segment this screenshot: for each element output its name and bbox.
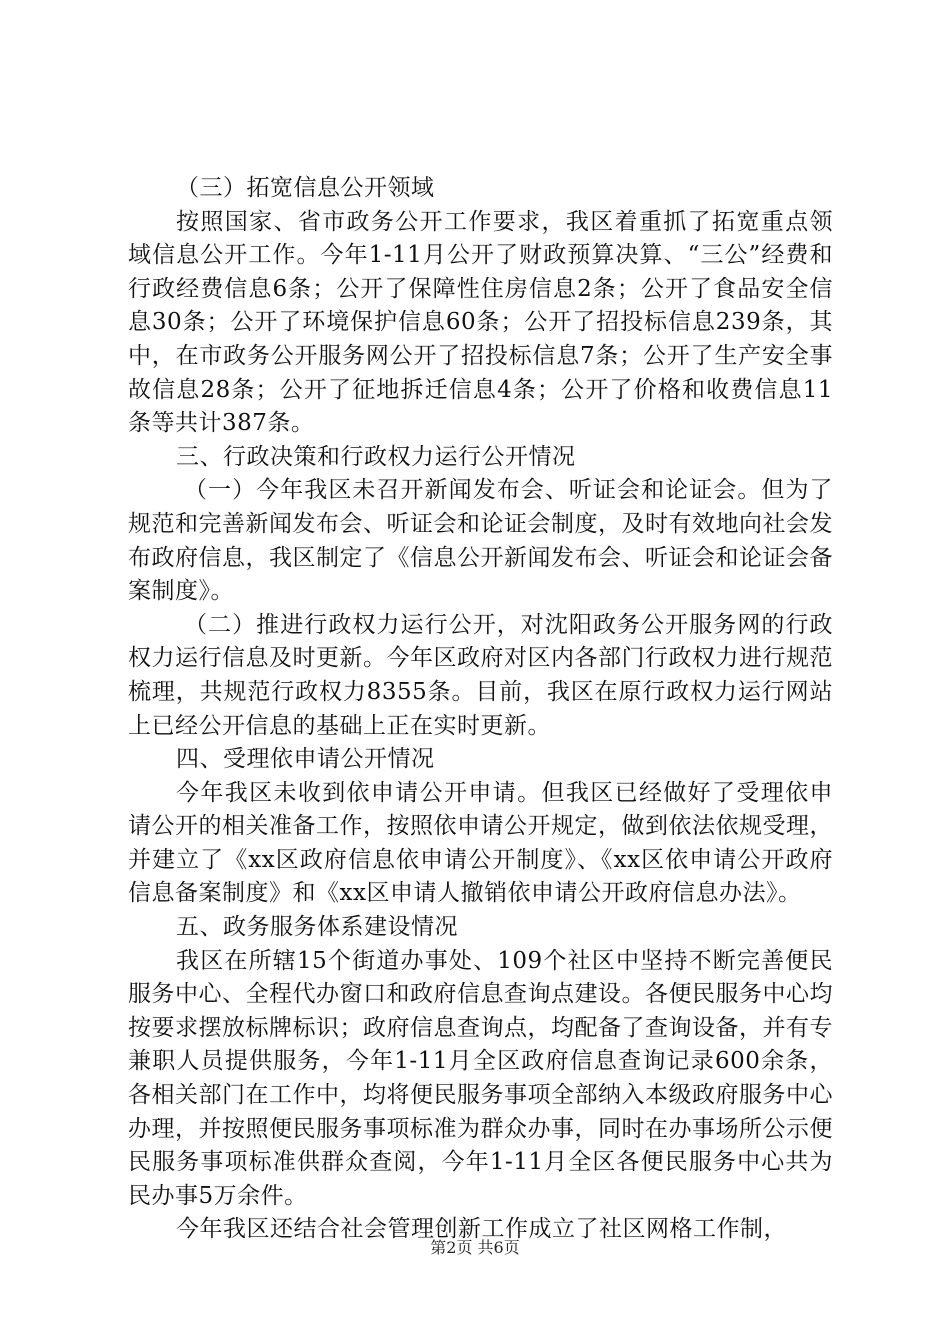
section-heading-application-disclosure: 四、受理依申请公开情况 (176, 746, 435, 773)
subheading-broaden-disclosure: （三）拓宽信息公开领域 (176, 175, 435, 201)
paragraph-service-system: 我区在所辖15个街道办事处、109个社区中坚持不断完善便民服务中心、全程代办窗口和政府信息查询点建设。各便民服务中心均按要求摆放标牌标识；政府信息查询点，均配备了查询设备，并有专兼职人员提供服务，今年1-11月全区政府信息查询记录600余条，各相关部门在工作中，均将便民服务事项全部纳入本级政府服务中心办理，并按照便民服务事项标准为群众办事，同时在办事场所公示便民服务事项标准供群众查阅，今年1-11月全区各便民服务中心共为民办事5万余件。 (128, 947, 833, 1209)
paragraph-press-conferences: （一）今年我区未召开新闻发布会、听证会和论证会。但为了规范和完善新闻发布会、听证会和论证会制度，及时有效地向社会发布政府信息，我区制定了《信息公开新闻发布会、听证会和论证会备案制度》。 (128, 477, 833, 605)
paragraph-application-disclosure: 今年我区未收到依申请公开申请。但我区已经做好了受理依申请公开的相关准备工作，按照依申请公开规定，做到依法依规受理，并建立了《xx区政府信息依申请公开制度》、《xx区依申请公开政府信息备案制度》和《xx区申请人撤销依申请公开政府信息办法》。 (128, 779, 833, 907)
section-heading-service-system: 五、政务服务体系建设情况 (176, 914, 458, 941)
paragraph-grid-work: 今年我区还结合社会管理创新工作成立了社区网格工作制， (176, 1216, 787, 1243)
page-number-footer: 第2页 共6页 (430, 1238, 520, 1257)
document-body (128, 172, 833, 1247)
section-heading-decision-disclosure: 三、行政决策和行政权力运行公开情况 (176, 443, 576, 470)
paragraph-key-areas-disclosure: 按照国家、省市政务公开工作要求，我区着重抓了拓宽重点领域信息公开工作。今年1-11月公开了财政预算决算、“三公”经费和行政经费信息6条；公开了保障性住房信息2条；公开了食品安全信息30条；公开了环境保护信息60条；公开了招投标信息239条，其中，在市政务公开服务网公开了招投标信息7条；公开了生产安全事故信息28条；公开了征地拆迁信息4条；公开了价格和收费信息11条等共计387条。 (128, 208, 833, 437)
paragraph-power-operation: （二）推进行政权力运行公开，对沈阳政务公开服务网的行政权力运行信息及时更新。今年区政府对区内各部门行政权力进行规范梳理，共规范行政权力8355条。目前，我区在原行政权力运行网站上已经公开信息的基础上正在实时更新。 (128, 611, 833, 739)
